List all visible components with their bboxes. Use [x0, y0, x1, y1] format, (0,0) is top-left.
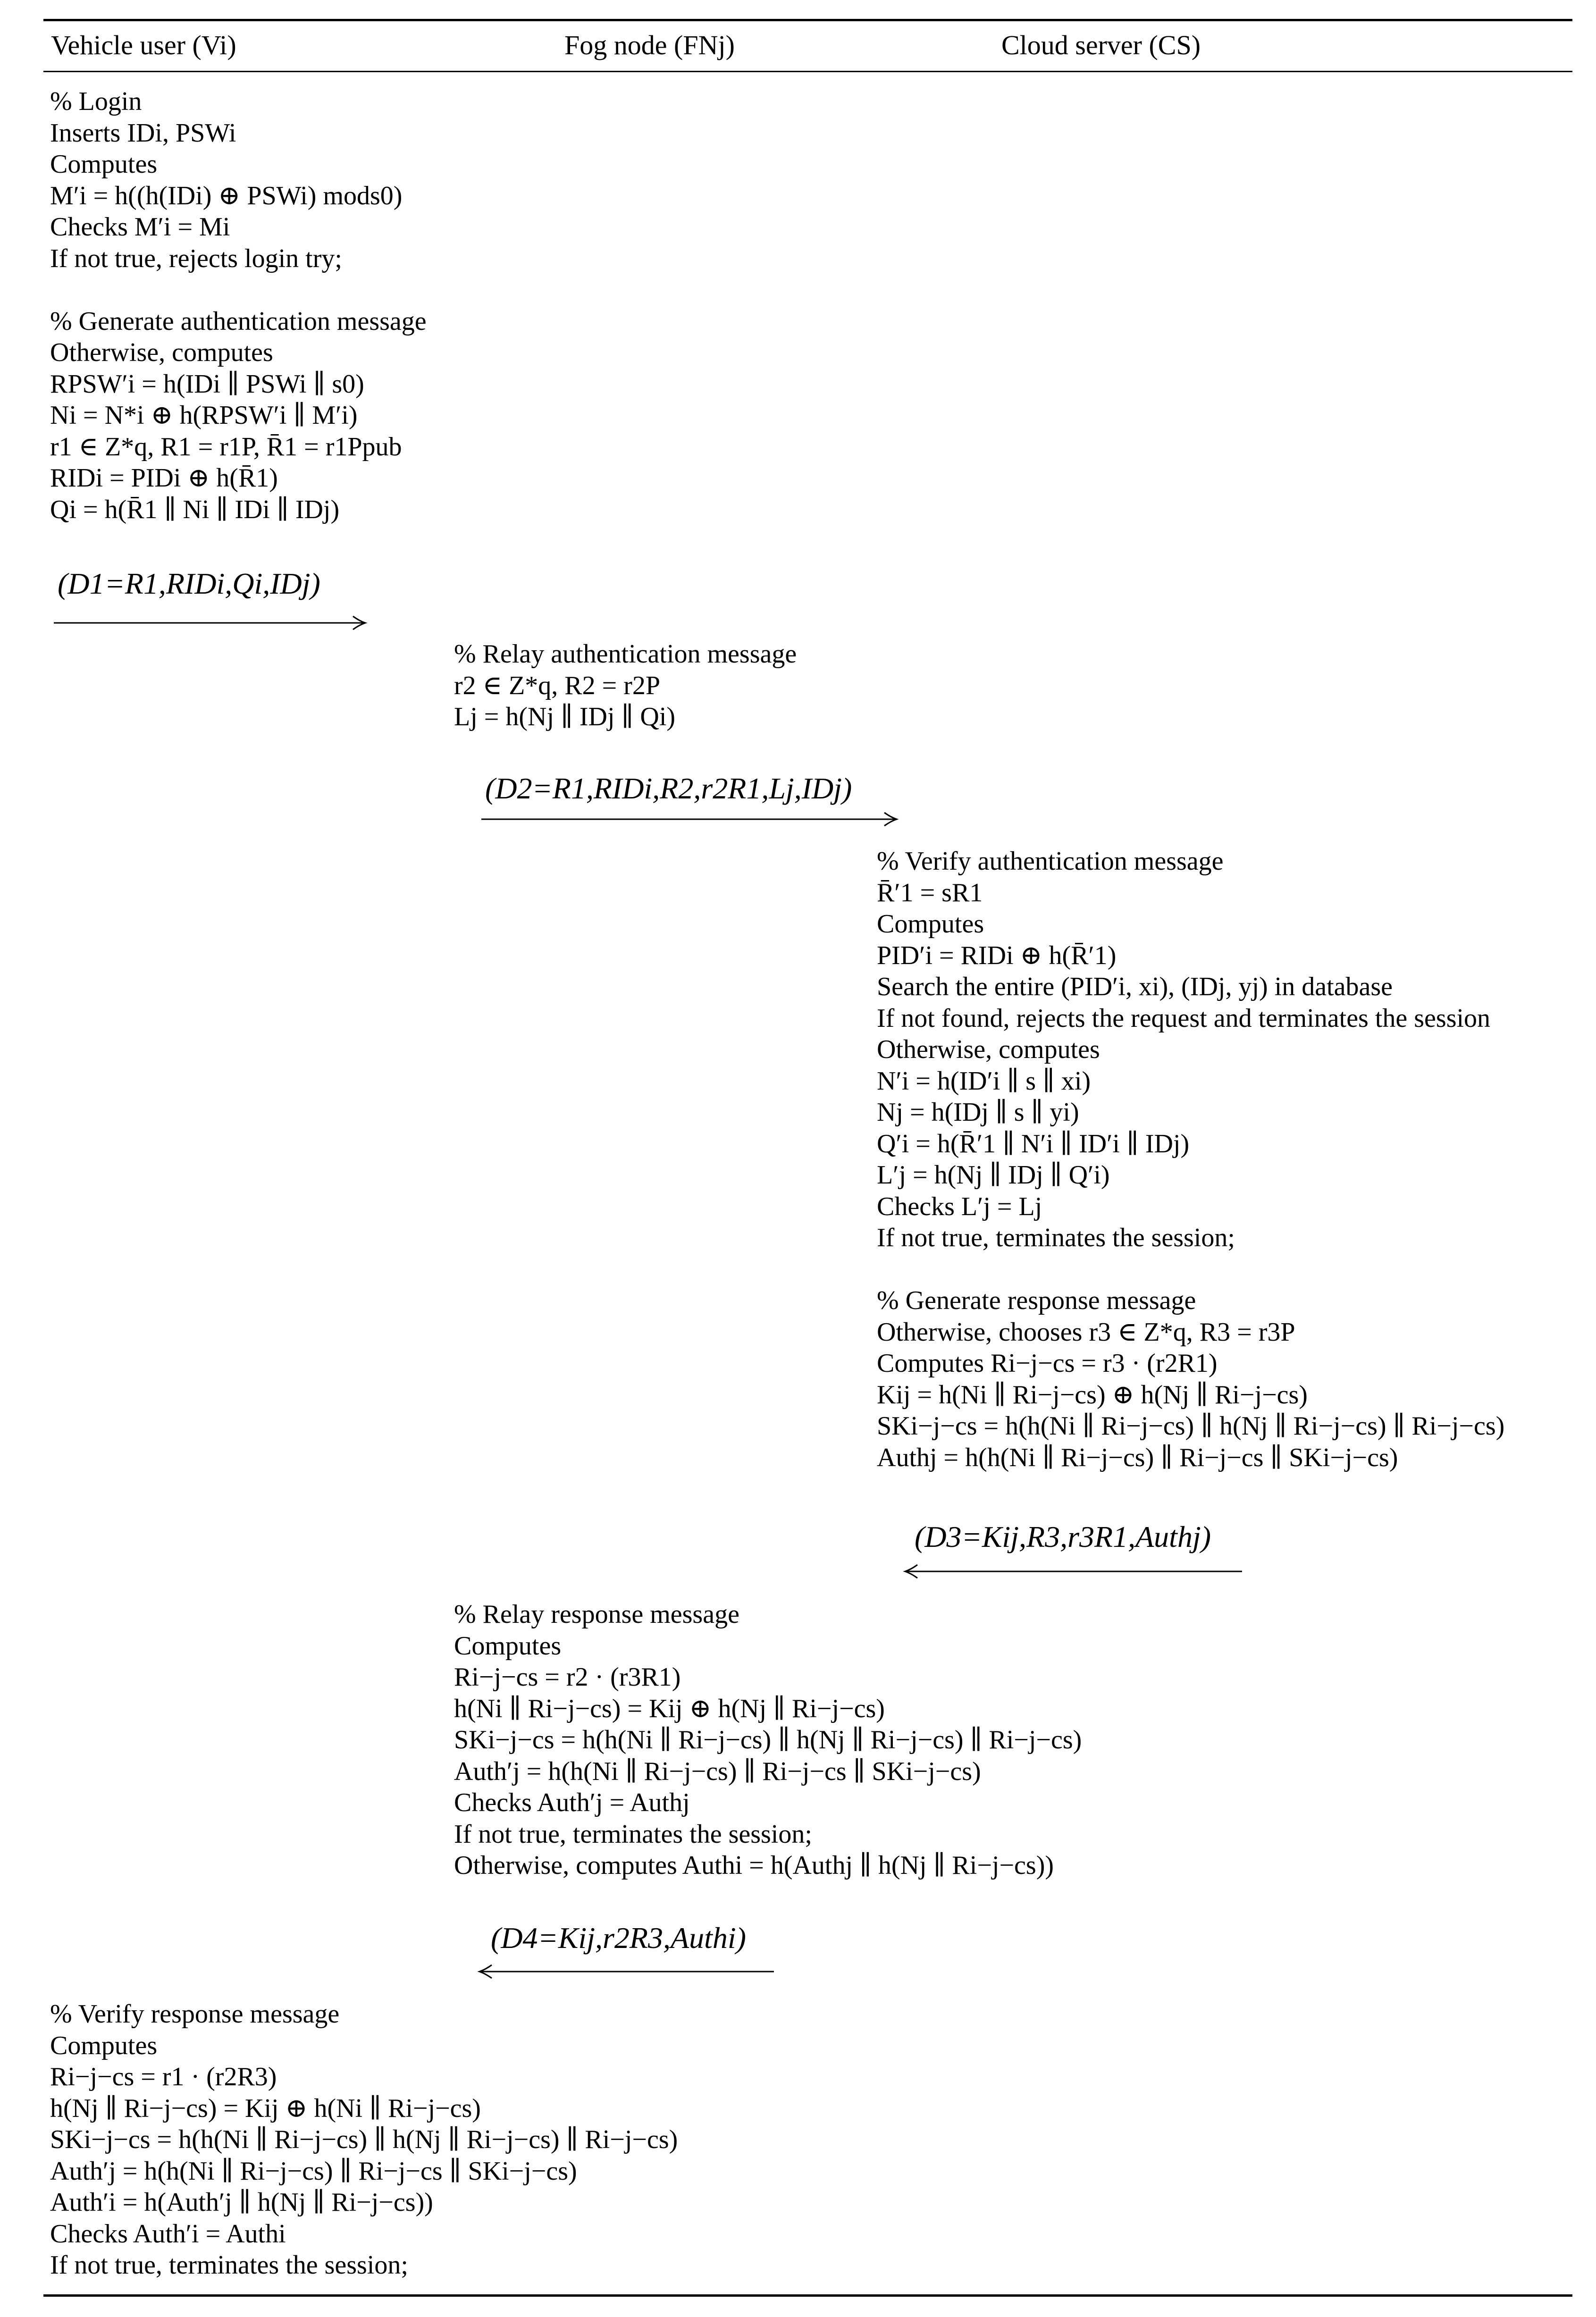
- message-d4-label: (D4=Kij,r2R3,Authi): [491, 1921, 746, 1955]
- step-line: If not true, terminates the session;: [454, 1819, 812, 1849]
- arrow-left-d3-icon: [902, 1562, 1247, 1581]
- step-line: Ni = N*i ⊕ h(RPSW′i ∥ M′i): [50, 401, 358, 430]
- step-line: Computes: [877, 909, 984, 939]
- bottom-rule: [43, 2294, 1572, 2297]
- step-line: % Relay authentication message: [454, 639, 797, 669]
- step-line: Checks Auth′j = Authj: [454, 1788, 690, 1817]
- step-line: Computes: [50, 150, 158, 179]
- step-line: R̄′1 = sR1: [877, 878, 983, 907]
- step-line: Computes: [454, 1631, 562, 1661]
- step-line: Computes Ri−j−cs = r3 · (r2R1): [877, 1349, 1218, 1378]
- step-line: PID′i = RIDi ⊕ h(R̄′1): [877, 940, 1117, 970]
- cloud-verify-block: [877, 846, 1504, 1473]
- step-line: M′i = h((h(IDi) ⊕ PSWi) mods0): [50, 181, 403, 210]
- header-cloud-server: Cloud server (CS): [1001, 30, 1201, 60]
- step-line: Computes: [50, 2031, 158, 2060]
- header-rule: [43, 71, 1572, 72]
- step-line: h(Ni ∥ Ri−j−cs) = Kij ⊕ h(Nj ∥ Ri−j−cs): [454, 1694, 885, 1723]
- step-line: Auth′j = h(h(Ni ∥ Ri−j−cs) ∥ Ri−j−cs ∥ SKi−j−cs): [50, 2156, 577, 2186]
- vehicle-verify-block: [50, 1998, 678, 2281]
- step-line: % Verify response message: [50, 1999, 340, 2029]
- step-line: If not true, rejects login try;: [50, 243, 342, 273]
- arrow-left-d4-icon: [477, 1962, 779, 1981]
- step-line: Ri−j−cs = r2 · (r3R1): [454, 1662, 681, 1692]
- step-line: Otherwise, computes Authi = h(Authj ∥ h(Nj ∥ Ri−j−cs)): [454, 1851, 1054, 1880]
- step-line: Kij = h(Ni ∥ Ri−j−cs) ⊕ h(Nj ∥ Ri−j−cs): [877, 1380, 1308, 1410]
- step-line: Checks Auth′i = Authi: [50, 2219, 286, 2249]
- step-line: Auth′j = h(h(Ni ∥ Ri−j−cs) ∥ Ri−j−cs ∥ SKi−j−cs): [454, 1756, 981, 1786]
- header-vehicle-user: Vehicle user (Vi): [51, 30, 236, 60]
- step-line: h(Nj ∥ Ri−j−cs) = Kij ⊕ h(Ni ∥ Ri−j−cs): [50, 2093, 481, 2123]
- step-line: Ri−j−cs = r1 · (r2R3): [50, 2062, 277, 2091]
- step-line: % Generate response message: [877, 1286, 1196, 1315]
- fog-relay-response-block: [454, 1599, 1082, 1881]
- step-line: Search the entire (PID′i, xi), (IDj, yj) in database: [877, 972, 1393, 1001]
- top-rule: [43, 19, 1572, 21]
- step-line: [50, 274, 427, 306]
- arrow-right-d2-icon: [480, 810, 905, 829]
- step-line: % Verify authentication message: [877, 847, 1224, 876]
- step-line: Authj = h(h(Ni ∥ Ri−j−cs) ∥ Ri−j−cs ∥ SKi−j−cs): [877, 1443, 1398, 1472]
- step-line: Checks M′i = Mi: [50, 212, 230, 242]
- message-d2-label: (D2=R1,RIDi,R2,r2R1,Lj,IDj): [485, 772, 852, 805]
- step-line: Inserts IDi, PSWi: [50, 118, 236, 148]
- step-line: r1 ∈ Z*q, R1 = r1P, R̄1 = r1Ppub: [50, 432, 402, 462]
- step-line: Otherwise, computes: [877, 1035, 1100, 1064]
- step-line: L′j = h(Nj ∥ IDj ∥ Q′i): [877, 1160, 1110, 1190]
- step-line: % Generate authentication message: [50, 306, 427, 336]
- step-line: Lj = h(Nj ∥ IDj ∥ Qi): [454, 702, 676, 731]
- step-line: Qi = h(R̄1 ∥ Ni ∥ IDi ∥ IDj): [50, 495, 340, 524]
- message-d3-label: (D3=Kij,R3,r3R1,Authj): [915, 1520, 1211, 1553]
- step-line: Q′i = h(R̄′1 ∥ N′i ∥ ID′i ∥ IDj): [877, 1129, 1190, 1158]
- fog-relay-auth-block: [454, 638, 797, 733]
- step-line: [877, 1254, 1504, 1285]
- step-line: N′i = h(ID′i ∥ s ∥ xi): [877, 1066, 1091, 1096]
- step-line: RPSW′i = h(IDi ∥ PSWi ∥ s0): [50, 369, 364, 399]
- step-line: % Relay response message: [454, 1600, 739, 1629]
- vehicle-login-block: [50, 86, 427, 525]
- step-line: Otherwise, computes: [50, 338, 273, 367]
- step-line: SKi−j−cs = h(h(Ni ∥ Ri−j−cs) ∥ h(Nj ∥ Ri−j−cs) ∥ Ri−j−cs): [877, 1411, 1505, 1441]
- step-line: r2 ∈ Z*q, R2 = r2P: [454, 671, 661, 700]
- header-fog-node: Fog node (FNj): [564, 30, 735, 60]
- step-line: Auth′i = h(Auth′j ∥ h(Nj ∥ Ri−j−cs)): [50, 2188, 433, 2217]
- step-line: RIDi = PIDi ⊕ h(R̄1): [50, 463, 278, 493]
- step-line: Otherwise, chooses r3 ∈ Z*q, R3 = r3P: [877, 1317, 1295, 1347]
- step-line: If not true, terminates the session;: [50, 2250, 408, 2280]
- message-d1-label: (D1=R1,RIDi,Qi,IDj): [58, 567, 320, 600]
- step-line: If not found, rejects the request and terminates the session: [877, 1003, 1491, 1033]
- step-line: % Login: [50, 87, 142, 116]
- step-line: If not true, terminates the session;: [877, 1223, 1235, 1252]
- step-line: SKi−j−cs = h(h(Ni ∥ Ri−j−cs) ∥ h(Nj ∥ Ri−j−cs) ∥ Ri−j−cs): [50, 2125, 678, 2154]
- step-line: Checks L′j = Lj: [877, 1192, 1042, 1221]
- step-line: Nj = h(IDj ∥ s ∥ yi): [877, 1098, 1079, 1127]
- arrow-right-d1-icon: [53, 613, 374, 632]
- step-line: SKi−j−cs = h(h(Ni ∥ Ri−j−cs) ∥ h(Nj ∥ Ri−j−cs) ∥ Ri−j−cs): [454, 1725, 1082, 1755]
